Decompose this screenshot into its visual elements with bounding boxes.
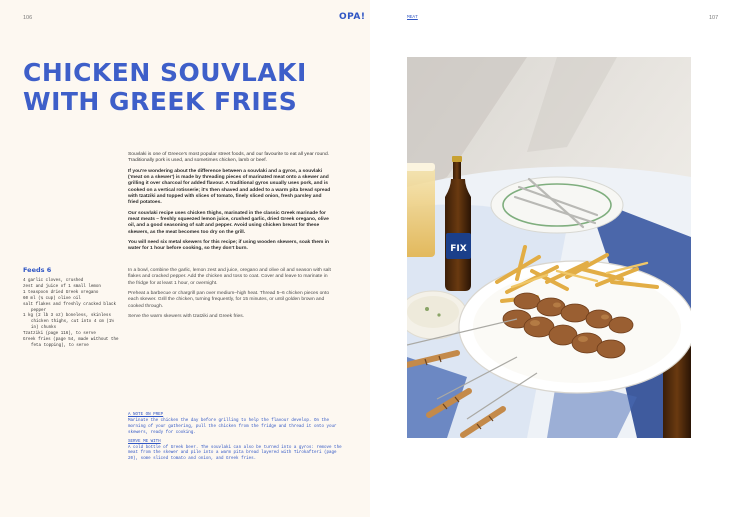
ingredient-item: Greek fries (page 54, made without the feta topping), to serve bbox=[23, 338, 119, 348]
title-line: WITH GREEK FRIES bbox=[23, 87, 298, 116]
ingredient-item: 1 teaspoon dried Greek oregano bbox=[23, 290, 99, 295]
note-text: Marinate the chicken the day before grilling to help the flavour develop. On the morning of your gathering, pull the chicken from the fridge and thread it onto your skewers, ready for cooking. bbox=[128, 418, 337, 435]
intro-paragraph: You will need six metal skewers for this recipe; if using wooden skewers, soak them in water for 1 hour before cooking, so they don't burn. bbox=[128, 240, 330, 252]
feeds-heading: Feeds 6 bbox=[23, 266, 52, 274]
method-step: In a bowl, combine the garlic, lemon zest and juice, oregano and olive oil and season with salt flakes and cracked pepper. Add the chicken and toss to coat. Cover and leave to marinate in the fridge for at least 1 hour, or overnight. bbox=[128, 268, 331, 286]
page-number-right: 107 bbox=[709, 15, 719, 21]
title-line: CHICKEN SOUVLAKI bbox=[23, 58, 307, 87]
recipe-notes bbox=[128, 413, 343, 466]
recipe-title bbox=[23, 58, 353, 116]
ingredient-item: 60 ml (¼ cup) olive oil bbox=[23, 296, 81, 301]
souvlaki-photo bbox=[407, 57, 691, 438]
beer-label-text: FIX bbox=[450, 244, 467, 254]
intro-paragraph: If you're wondering about the difference between a souvlaki and a gyros, a souvlaki ('meat on a skewer') is made by threading pieces of marinated meat onto a skewer and grilling it over charcoal for added flavour. A traditional gyros usually uses pork, and is cooked on a vertical rotisserie; it's then shaved and added to a warm pita bread spread with tzatziki and topped with slices of tomato, finely sliced onion, fresh parsley and fried potatoes. bbox=[128, 168, 331, 206]
ingredient-item: 4 garlic cloves, crushed bbox=[23, 279, 84, 283]
ingredient-item: 1 kg (2 lb 3 oz) boneless, skinless chicken thighs, cut into 4 cm (1½ in) chunks bbox=[23, 314, 114, 331]
ingredient-list bbox=[23, 279, 121, 350]
method-steps bbox=[128, 268, 333, 325]
brand-logo: OPA! bbox=[339, 12, 366, 22]
ingredient-item: zest and juice of 1 small lemon bbox=[23, 284, 101, 289]
intro-paragraph: Our souvlaki recipe uses chicken thighs, marinated in the classic Greek marinade for meat meats – freshly squeezed lemon juice, crushed garlic, dried Greek oregano, olive oil, and a good seasoning of salt and pepper. Avoid using chicken breast for these skewers, as the meat becomes too dry on the grill. bbox=[128, 210, 329, 235]
page-number-left: 106 bbox=[23, 15, 33, 21]
method-step: Serve the warm skewers with tzatziki and Greek fries. bbox=[128, 314, 245, 320]
souvlaki-photo-illustration bbox=[407, 57, 691, 438]
section-label: MEAT bbox=[407, 15, 418, 20]
method-step: Preheat a barbecue or chargrill pan over medium–high heat. Thread 5–6 chicken pieces onto each skewer. Grill the chicken, turning frequently, for 15 minutes, or until golden brown and cooked through. bbox=[128, 291, 330, 309]
ingredient-item: Tzatziki (page 116), to serve bbox=[23, 332, 96, 337]
note-heading: SERVE ME WITH bbox=[128, 439, 161, 444]
note-text: A cold bottle of Greek beer. The souvlaki can also be turned into a gyros: remove the meat from the skewer and pile into a warm pita bread layered with Tirokafteri (page 20), some sliced tomato and onion, and Greek fries. bbox=[128, 445, 342, 462]
intro-text bbox=[128, 152, 333, 257]
note-heading: A NOTE ON PREP bbox=[128, 413, 164, 417]
intro-paragraph: Souvlaki is one of Greece's most popular street foods, and our favourite to eat all year round. Traditionally pork is used, and sometimes chicken, lamb or beef. bbox=[128, 152, 330, 164]
ingredient-item: salt flakes and freshly cracked black pepper bbox=[23, 302, 116, 313]
